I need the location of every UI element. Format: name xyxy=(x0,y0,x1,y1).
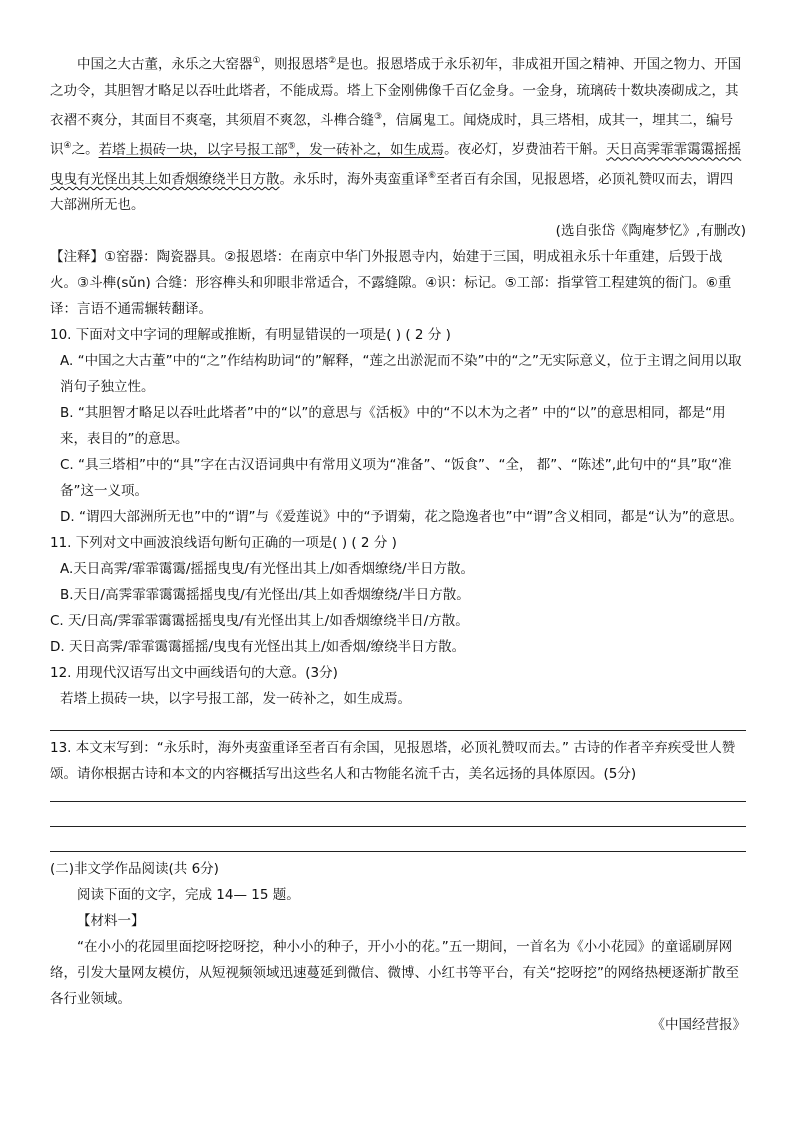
wavy-underlined-sentence: 天日高霁霏霏霭霭摇摇曳曳有光怪出其上如香烟缭绕半日方散 xyxy=(50,141,742,187)
footnote-marker: ④ xyxy=(63,141,72,151)
question-10-option-c[interactable]: C. “具三塔相”中的“具”字在古汉语词典中有常用义项为“准备”、“饭食”、“全， 都”、“陈述”,此句中的“具”取“准备”这一义项。 xyxy=(60,457,732,499)
passage-text: 是也。报恩塔成于永乐初年，非成祖开国之精神、开国之物力、开国之功令，其胆智才略足以吞吐此塔者，不能成焉。塔上下金刚佛像千百亿金身。一金身，琉璃砖十数块凑砌成之，其衣褶不爽分，其面目不爽毫，其须眉不爽忽，斗榫合缝 xyxy=(50,56,742,128)
passage-text: 中国之大古董，永乐之大窑器 xyxy=(77,56,253,73)
section-2-heading: (二)非文学作品阅读(共 6分) xyxy=(50,861,219,877)
underlined-text: ，发一砖补之，如生成焉 xyxy=(295,141,445,158)
footnote-marker: ② xyxy=(328,56,337,66)
passage-text: ，信属鬼工。闻烧成时，具三塔相，成其一，埋其二，编号识 xyxy=(50,112,734,158)
section-2-instruction: 阅读下面的文字，完成 14— 15 题。 xyxy=(77,887,300,903)
footnote-marker: ⑥ xyxy=(428,170,437,181)
passage-text: ，则报恩塔 xyxy=(260,56,329,73)
passage-text: 。永乐时，海外夷蛮重译 xyxy=(279,171,428,187)
annotations: 【注释】①窑器：陶瓷器具。②报恩塔：在南京中华门外报恩寺内，始建于三国，明成祖永乐十年重建，后毁于战火。③斗榫(sǔn) 合缝：形容榫头和卯眼非常适合，不露缝隙。④识：标记。⑤工部：指掌管工程建筑的衙门。⑥重译：言语不通需辗转翻译。 xyxy=(50,249,732,317)
material-1-title: 【材料一】 xyxy=(77,913,145,929)
underlined-sentence xyxy=(99,142,445,158)
question-10-option-a[interactable]: A. “中国之大古董”中的“之”作结构助词“的”解释，“莲之出淤泥而不染”中的“之”无实际意义，位于主谓之间用以取消句子独立性。 xyxy=(60,353,742,395)
question-11-stem: 11. 下列对文中画波浪线语句断句正确的一项是( ) ( 2 分 ) xyxy=(50,535,397,551)
question-11-option-b[interactable]: B.天日/高霁霏霏霭霭摇摇曳曳/有光怪出/其上如香烟缭绕/半日方散。 xyxy=(60,587,470,603)
material-1-source: 《中国经营报》 xyxy=(651,1017,746,1033)
exam-page xyxy=(50,48,746,1038)
passage-source: (选自张岱《陶庵梦忆》,有删改) xyxy=(555,223,746,239)
footnote-marker: ⑤ xyxy=(287,141,296,151)
passage-text: 。夜必灯，岁费油若干斛。 xyxy=(444,141,607,158)
answer-line[interactable] xyxy=(50,801,746,802)
question-11-option-d[interactable]: D. 天日高霁/霏霏霭霭摇摇/曳曳有光怪出其上/如香烟/缭绕半日方散。 xyxy=(50,639,466,655)
question-11-option-c[interactable]: C. 天/日高/霁霏霏霭霭摇摇曳曳/有光怪出其上/如香烟缭绕半日/方散。 xyxy=(50,613,469,629)
answer-line[interactable] xyxy=(50,851,746,852)
answer-line[interactable] xyxy=(50,730,746,731)
classical-passage xyxy=(50,48,746,218)
question-13-stem: 13. 本文末写到：“永乐时，海外夷蛮重译至者百有余国，见报恩塔，必顶礼赞叹而去。” 古诗的作者辛弃疾受世人赞颂。请你根据古诗和本文的内容概括写出这些名人和古物能名流千古，美名远扬的具体原因。(5分) xyxy=(50,740,736,782)
question-10-option-b[interactable]: B. “其胆智才略足以吞吐此塔者”中的“以”的意思与《活板》中的“不以木为之者” 中的“以”的意思相同，都是“用来，表目的”的意思。 xyxy=(60,405,726,447)
footnote-marker: ③ xyxy=(374,111,383,122)
question-11-option-a[interactable]: A.天日高霁/霏霏霭霭/摇摇曳曳/有光怪出其上/如香烟缭绕/半日方散。 xyxy=(60,561,475,577)
question-10-stem: 10. 下面对文中字词的理解或推断，有明显错误的一项是( ) ( 2 分 ) xyxy=(50,327,451,343)
question-10-option-d[interactable]: D. “谓四大部洲所无也”中的“谓”与《爱莲说》中的“予谓菊，花之隐逸者也”中“谓”含义相同，都是“认为”的意思。 xyxy=(60,509,743,525)
question-12-stem: 12. 用现代汉语写出文中画线语句的大意。(3分) xyxy=(50,665,338,681)
question-12-sentence: 若塔上损砖一块，以字号报工部，发一砖补之，如生成焉。 xyxy=(60,691,411,707)
footnote-marker: ① xyxy=(252,56,261,66)
material-1-text: “在小小的花园里面挖呀挖呀挖，种小小的种子，开小小的花。”五一期间，一首名为《小小花园》的童谣刷屏网络，引发大量网友模仿，从短视频领域迅速蔓延到微信、微博、小红书等平台，有关“挖呀挖”的网络热梗逐渐扩散至各行业领域。 xyxy=(50,939,739,1007)
passage-text: 之。 xyxy=(71,141,99,158)
passage-text: 至者百有余国，见报恩塔，必顶礼赞叹而去，谓四大部洲所无也。 xyxy=(50,171,734,213)
answer-line[interactable] xyxy=(50,826,746,827)
underlined-text: 若塔上损砖一块，以字号报工部 xyxy=(98,141,288,158)
